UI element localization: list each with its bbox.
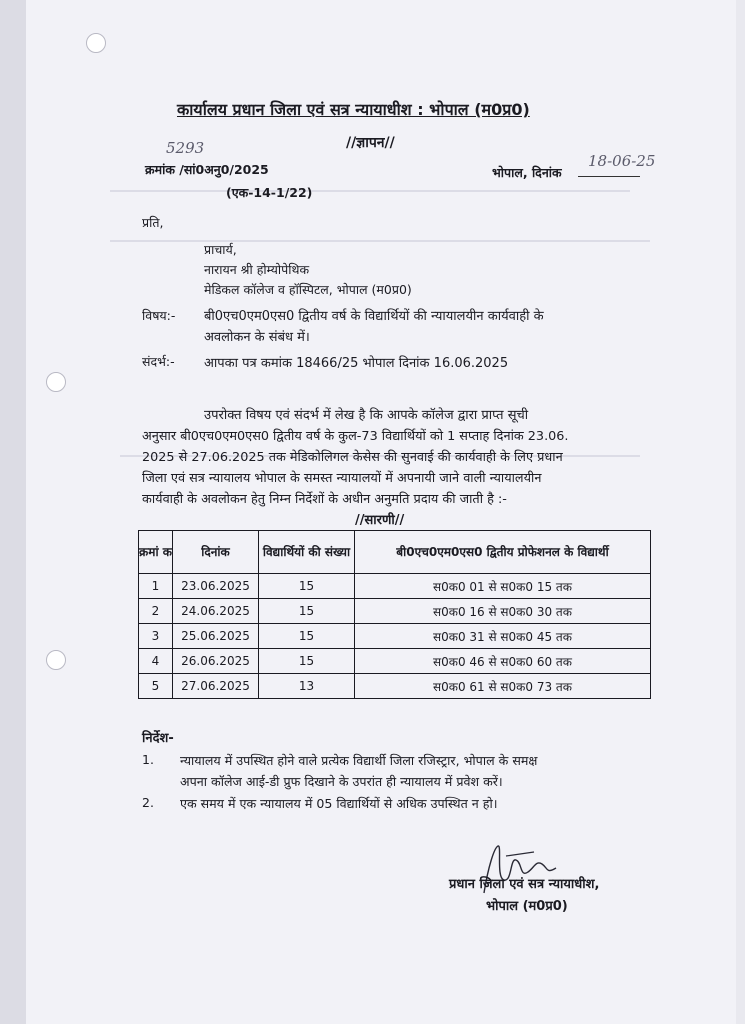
subject-line-2: अवलोकन के संबंध में। — [204, 330, 310, 345]
header-serial: क्रमां क — [139, 531, 173, 574]
body-line-3: 2025 से 27.06.2025 तक मेडिकोलिगल केसेस की सुनवाई की कार्यवाही के लिए प्रधान — [142, 450, 563, 465]
instruction-1-number: 1. — [142, 752, 154, 767]
punch-hole-middle — [46, 372, 66, 392]
row-date: 27.06.2025 — [173, 674, 259, 699]
signatory-title: प्रधान जिला एवं सत्र न्यायाधीश, — [449, 877, 600, 892]
instruction-2-line-1: एक समय में एक न्यायालय में 05 विद्यार्थियों से अधिक उपस्थित न हो। — [180, 796, 498, 811]
table-header-row — [139, 531, 651, 574]
punch-hole-top — [86, 33, 106, 53]
show-through-line — [110, 240, 650, 242]
row-date: 23.06.2025 — [173, 574, 259, 599]
row-count: 15 — [259, 649, 355, 674]
schedule-table — [138, 530, 651, 699]
instruction-2-number: 2. — [142, 795, 154, 810]
date-underline — [578, 176, 640, 177]
instructions-heading: निर्देश- — [142, 731, 174, 746]
reference-label: संदर्भ:- — [142, 354, 175, 369]
handwritten-number: 5293 — [166, 139, 205, 157]
body-line-2: अनुसार बी0एच0एम0एस0 द्वितीय वर्ष के कुल-73 विद्यार्थियों को 1 सप्ताह दिनांक 23.06. — [142, 429, 569, 444]
recipient-line-3: मेडिकल कॉलेज व हॉस्पिटल, भोपाल (म0प्र0) — [204, 282, 412, 297]
row-count: 15 — [259, 574, 355, 599]
punch-hole-bottom — [46, 650, 66, 670]
header-date: दिनांक — [173, 531, 259, 574]
instruction-1-line-1: न्यायालय में उपस्थित होने वाले प्रत्येक विद्यार्थी जिला रजिस्ट्रार, भोपाल के समक्ष — [180, 753, 538, 768]
row-serial: 5 — [139, 674, 173, 699]
body-line-1: उपरोक्त विषय एवं संदर्भ में लेख है कि आपके कॉलेज द्वारा प्राप्त सूची — [204, 408, 529, 423]
row-serial: 4 — [139, 649, 173, 674]
table-row — [139, 599, 651, 624]
row-count: 15 — [259, 599, 355, 624]
reference-number: क्रमांक /सां0अनु0/2025 — [145, 162, 269, 177]
subject-label: विषय:- — [142, 308, 176, 323]
row-range: स0क0 31 से स0क0 45 तक — [355, 624, 651, 649]
table-row — [139, 574, 651, 599]
table-caption: //सारणी// — [355, 513, 405, 528]
subject-line-1: बी0एच0एम0एस0 द्वितीय वर्ष के विद्यार्थियों की न्यायालयीन कार्यवाही के — [204, 309, 544, 324]
row-count: 15 — [259, 624, 355, 649]
row-range: स0क0 61 से स0क0 73 तक — [355, 674, 651, 699]
row-range: स0क0 46 से स0क0 60 तक — [355, 649, 651, 674]
table-row — [139, 649, 651, 674]
file-code: (एक-14-1/22) — [226, 185, 313, 200]
header-student-count: विद्यार्थियों की संख्या — [259, 531, 355, 574]
row-range: स0क0 16 से स0क0 30 तक — [355, 599, 651, 624]
recipient-line-1: प्राचार्य, — [204, 242, 237, 257]
row-date: 26.06.2025 — [173, 649, 259, 674]
prati-label: प्रति, — [142, 215, 164, 230]
reference-text: आपका पत्र कमांक 18466/25 भोपाल दिनांक 16.06.2025 — [204, 356, 509, 371]
row-serial: 3 — [139, 624, 173, 649]
memo-label: //ज्ञापन// — [346, 135, 395, 151]
row-date: 25.06.2025 — [173, 624, 259, 649]
place-date-label: भोपाल, दिनांक — [492, 165, 562, 180]
table-row — [139, 674, 651, 699]
table-row — [139, 624, 651, 649]
recipient-line-2: नारायन श्री होम्योपेथिक — [204, 262, 310, 277]
signatory-place: भोपाल (म0प्र0) — [486, 899, 568, 914]
row-date: 24.06.2025 — [173, 599, 259, 624]
row-serial: 2 — [139, 599, 173, 624]
row-range: स0क0 01 से स0क0 15 तक — [355, 574, 651, 599]
handwritten-date: 18-06-25 — [588, 152, 656, 170]
instruction-1-line-2: अपना कॉलेज आई-डी प्रुफ दिखाने के उपरांत ही न्यायालय में प्रवेश करें। — [180, 774, 503, 789]
body-line-4: जिला एवं सत्र न्यायालय भोपाल के समस्त न्यायालयों में अपनायी जाने वाली न्यायालयीन — [142, 471, 542, 486]
row-count: 13 — [259, 674, 355, 699]
scan-edge — [0, 0, 26, 1024]
body-line-5: कार्यवाही के अवलोकन हेतु निम्न निर्देशों के अधीन अनुमति प्रदाय की जाती है :- — [142, 492, 507, 507]
row-serial: 1 — [139, 574, 173, 599]
office-title: कार्यालय प्रधान जिला एवं सत्र न्यायाधीश : भोपाल (म0प्र0) — [177, 100, 530, 119]
show-through-line — [110, 190, 630, 192]
header-student-range: बी0एच0एम0एस0 द्वितीय प्रोफेशनल के विद्यार्थी — [355, 531, 651, 574]
